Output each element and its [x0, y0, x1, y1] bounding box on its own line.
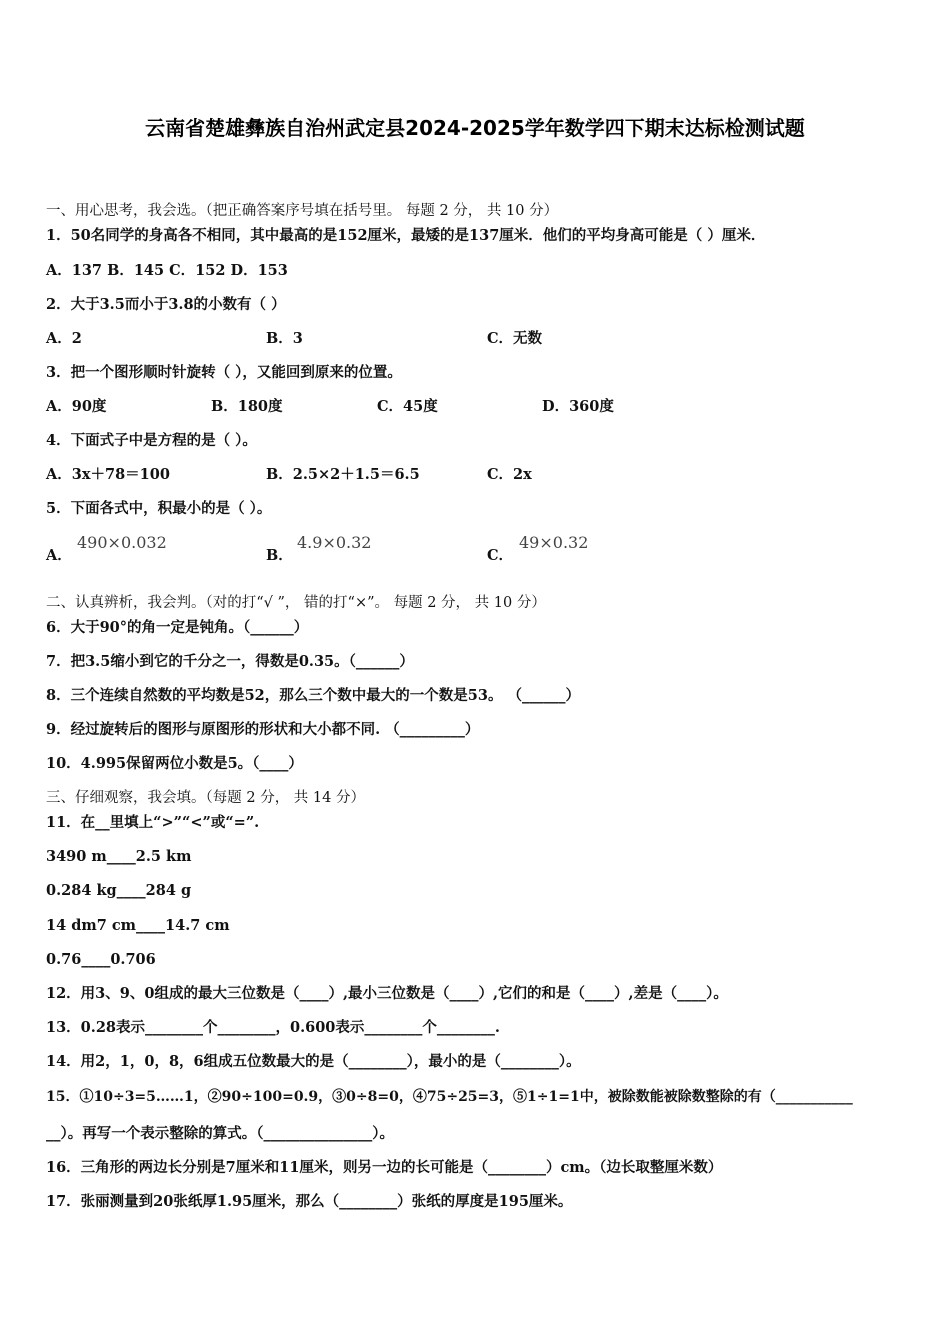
- question-5-option-a-expr: 490×0.032: [77, 533, 167, 552]
- section-3-heading: 三、仔细观察，我会填。（每题 2 分， 共 14 分）: [46, 790, 365, 806]
- question-16: 16．三角形的两边长分别是7厘米和11厘米，则另一边的长可能是（________）cm。（边长取整厘米数）: [46, 1159, 723, 1176]
- question-5: 5．下面各式中，积最小的是（ ）。: [46, 500, 272, 517]
- question-14: 14．用2，1，0，8，6组成五位数最大的是（________），最小的是（________）。: [46, 1053, 581, 1070]
- question-11-item-1: 3490 m____2.5 km: [46, 848, 192, 865]
- question-5-option-c-expr: 49×0.32: [519, 533, 589, 552]
- question-5-option-a-label: A．: [46, 547, 72, 564]
- page-title: 云南省楚雄彝族自治州武定县2024-2025学年数学四下期末达标检测试题: [145, 116, 805, 140]
- question-2: 2．大于3.5而小于3.8的小数有（ ）: [46, 296, 286, 313]
- question-11-item-3: 14 dm7 cm____14.7 cm: [46, 917, 230, 934]
- question-12: 12．用3、9、0组成的最大三位数是（____）,最小三位数是（____）,它们的和是（____）,差是（____）。: [46, 985, 728, 1002]
- question-5-option-b-label: B．: [266, 547, 293, 564]
- question-5-option-c-label: C．: [487, 547, 514, 564]
- question-17: 17．张丽测量到20张纸厚1.95厘米，那么（________）张纸的厚度是195厘米。: [46, 1193, 573, 1210]
- question-4-option-b: B．2.5×2＋1.5＝6.5: [266, 466, 420, 483]
- question-3-option-b: B．180度: [211, 398, 283, 415]
- question-15-line-1: 15．①10÷3=5……1，②90÷100=0.9，③0÷8=0，④75÷25=3，⑤1÷1=1中，被除数能被除数整除的有（___________: [46, 1089, 853, 1105]
- question-4: 4．下面式子中是方程的是（ ）。: [46, 432, 257, 449]
- question-3-option-d: D．360度: [542, 398, 614, 415]
- question-3-option-a: A．90度: [46, 398, 107, 415]
- question-1: 1．50名同学的身高各不相同，其中最高的是152厘米，最矮的是137厘米．他们的平均身高可能是（ ）厘米．: [46, 227, 766, 244]
- question-6: 6．大于90°的角一定是钝角。（______）: [46, 619, 309, 636]
- section-2-heading: 二、认真辨析，我会判。（对的打“√ ”， 错的打“×”。 每题 2 分， 共 10 分）: [46, 595, 546, 611]
- question-4-option-c: C．2x: [487, 466, 532, 483]
- question-11-item-4: 0.76____0.706: [46, 951, 156, 968]
- question-4-option-a: A．3x＋78＝100: [46, 466, 170, 483]
- question-11: 11．在__里填上“>”“<”或“=”.: [46, 814, 260, 831]
- question-13: 13．0.28表示________个________，0.600表示________个________.: [46, 1019, 500, 1036]
- question-7: 7．把3.5缩小到它的千分之一，得数是0.35。（______）: [46, 653, 414, 670]
- question-2-option-b: B．3: [266, 330, 303, 347]
- question-3-option-c: C．45度: [377, 398, 438, 415]
- question-10: 10．4.995保留两位小数是5。（____）: [46, 755, 303, 772]
- section-1-heading: 一、用心思考，我会选。（把正确答案序号填在括号里。 每题 2 分， 共 10 分）: [46, 203, 559, 219]
- question-2-option-c: C．无数: [487, 330, 543, 347]
- question-2-option-a: A．2: [46, 330, 82, 347]
- question-1-options: A．137 B．145 C．152 D．153: [46, 262, 288, 279]
- question-11-item-2: 0.284 kg____284 g: [46, 882, 192, 899]
- question-3: 3．把一个图形顺时针旋转（ ），又能回到原来的位置。: [46, 364, 402, 381]
- question-9: 9．经过旋转后的图形与原图形的形状和大小都不同. （_________）: [46, 721, 480, 738]
- question-15-line-2: __）。再写一个表示整除的算式。（_______________）。: [46, 1125, 394, 1142]
- question-8: 8．三个连续自然数的平均数是52，那么三个数中最大的一个数是53。 （______）: [46, 687, 580, 704]
- question-5-option-b-expr: 4.9×0.32: [297, 533, 372, 552]
